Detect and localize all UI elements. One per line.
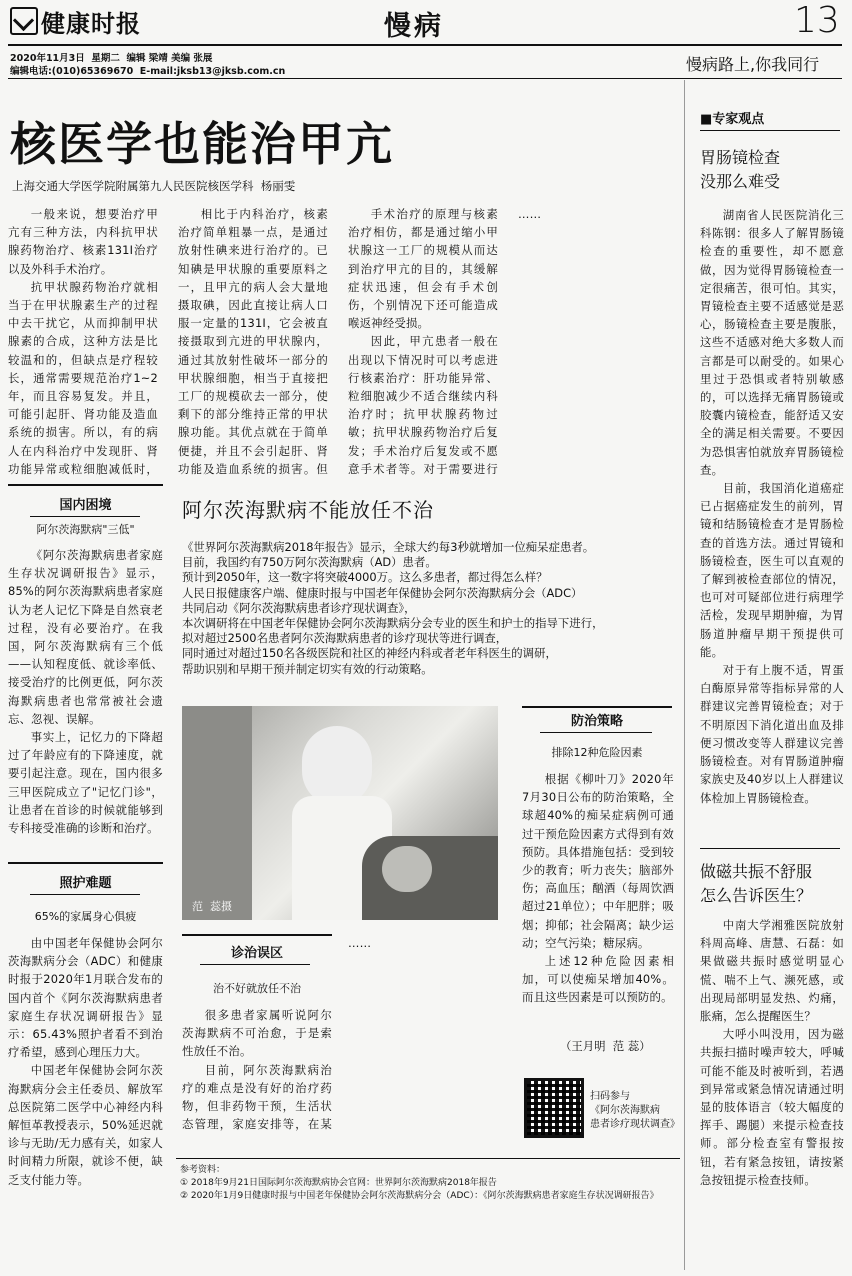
references: [180, 1164, 676, 1203]
qr-caption: [590, 1090, 680, 1132]
sidebar-heading-domestic: 国内困境: [59, 498, 112, 513]
intro-line: 拟对超过2500名患者阿尔茨海默病患者的诊疗现状等进行调查，: [182, 631, 508, 646]
masthead: [0, 0, 852, 80]
divider: [176, 1158, 680, 1159]
prevention-subheading: 排除12种危险因素: [551, 746, 643, 759]
expert-paragraph: 中南大学湘雅医院放射科周高峰、唐慧、石磊：如果做磁共振时感觉明显心慌、喘不上气、濒死感，或出现局部明显发热、灼痛，胀痛，怎么提醒医生？: [700, 918, 844, 1024]
expert-paragraph: 对于有上腹不适，胃蛋白酶原异常等指标异常的人群建议完善胃镜检查；对于不明原因下消化道出血及排便习惯改变等人群建议完善肠镜检查。对有胃肠道肿瘤家族史及40岁以上人群建议体检加上胃肠镜检查。: [700, 663, 844, 805]
qr-caption-line: 扫码参与: [590, 1091, 630, 1102]
sidebar-paragraph: 《阿尔茨海默病患者家庭生存状况调研报告》显示，85%的阿尔茨海默病患者家庭认为老人记忆下降是自然衰老过程，没有必要治疗。在我国，阿尔茨海默病有三个低——认知程度低、就诊率低、接受治疗的比例更低，阿尔茨海默病患者也常常被社会遗忘、忽视、误解。: [8, 548, 163, 726]
sidebar-paragraph: 事实上，记忆力的下降超过了年龄应有的下降速度，就要引起注意。现在，国内很多三甲医院成立了"记忆门诊"，让患者在首诊的时候就能够到专科接受准确的诊断和治疗。: [8, 730, 163, 836]
main-byline: 上海交通大学医学院附属第九人民医院核医学科 杨丽雯: [12, 179, 296, 193]
intro-line: 共同启动《阿尔茨海默病患者诊疗现状调查》，: [182, 600, 416, 615]
sidebar-text-domestic: [8, 546, 163, 858]
main-headline: 核医学也能治甲亢: [10, 117, 394, 171]
prevention-text: [522, 770, 674, 1026]
logo-emblem-icon: [10, 7, 38, 35]
qr-caption-line: 患者诊疗现状调查》: [590, 1119, 680, 1130]
left-sidebar-rule: [8, 484, 163, 486]
contact-line: 编辑电话:(010)65369670 E-mail:jksb13@jksb.com.cn: [10, 66, 286, 77]
misdiag-paragraph: 目前，阿尔茨海默病治疗的难点是没有好的治疗药物，但非药物干预，生活状态管理，家庭安排等，在某: [182, 1062, 332, 1132]
divider: [540, 732, 652, 733]
intro-line: 目前，我国约有750万阿尔茨海默病（AD）患者。: [182, 555, 437, 570]
main-paragraph: 抗甲状腺药物治疗就相当于在甲状腺素生产的过程中去干扰它，从而抑制甲状腺素的合成，这种方法是比较温和的，但缺点是疗程较长，通常需要规范治疗1~2年，而且容易复发。并且，可能引起肝、肾功能及造血系统的损害。所以，有的病人在内科治疗中发现肝、肾功能异常或粒细胞减低时，: [8, 279, 158, 476]
divider: [8, 862, 163, 864]
reference-item: ① 2018年9月21日国际阿尔茨海默病协会官网：世界阿尔茨海默病2018年报告: [180, 1178, 497, 1188]
prevention-paragraph: 根据《柳叶刀》2020年7月30日公布的防治策略，全球超40%的痴呆症病例可通过干预危险因素方式得到有效预防。具体措施包括：受到较少的教育；听力丧失；脑部外伤；高血压；酗酒（每周饮酒超过21单位）；中年肥胖；吸烟；抑郁；社会隔离；缺少运动；空气污染；糖尿病。: [522, 772, 674, 950]
prevention-credit: （王月明 范 蕊）: [560, 1039, 651, 1053]
intro-line: 预计到2050年，这一数字将突破4000万。这么多患者，都过得怎么样？: [182, 570, 548, 585]
qr-caption-line: 《阿尔茨海默病: [590, 1105, 660, 1116]
feature-headline: 阿尔茨海默病不能放任不治: [182, 498, 434, 522]
main-paragraph: ……: [518, 207, 542, 221]
main-paragraph: 因此，甲亢患者一般在出现以下情况时可以考虑进行核素治疗：肝功能异常、粒细胞减少不适合继续内科治疗时；抗甲状腺药物过敏；抗甲状腺药物治疗后复发；手术治疗后复发或不愿意手术者等。对于需要进行: [348, 334, 498, 476]
prevention-paragraph: 上述12种危险因素相加，可以使痴呆增加40%。而且这些因素是可以预防的。: [522, 954, 674, 1005]
feature-photo: [182, 706, 498, 920]
intro-line: 《世界阿尔茨海默病2018年报告》显示，全球大约每3秒就增加一位痴呆症患者。: [182, 540, 595, 554]
prevention-heading: 防治策略: [570, 714, 623, 729]
main-column-2: [178, 205, 328, 477]
feature-intro: [182, 540, 672, 677]
divider: [200, 964, 310, 965]
misdiag-heading: 诊治误区: [230, 946, 283, 961]
sidebar-paragraph: 由中国老年保健协会阿尔茨海默病分会（ADC）和健康时报于2020年1月联合发布的国内首个《阿尔茨海默病患者家庭生存状况调研报告》显示：65.43%照护者看不到治疗希望，感到心理压力大。: [8, 936, 163, 1060]
sidebar-heading-care: 照护难题: [59, 876, 112, 891]
divider: [700, 130, 840, 131]
intro-line: 人民日报健康客户端、健康时报与中国老年保健协会阿尔茨海默病分会（ADC）: [182, 585, 583, 600]
title-line: 做磁共振不舒服: [700, 862, 813, 881]
misdiag-subheading: 治不好就放任不治: [213, 982, 301, 995]
misdiag-paragraph: 很多患者家属听说阿尔茨海默病不可治愈，于是索性放任不治。: [182, 1008, 332, 1059]
newspaper-logo: [10, 6, 141, 36]
date-line: 2020年11月3日 星期二 编辑 梁靖 美编 张展: [10, 53, 213, 64]
divider: [30, 894, 140, 895]
sidebar-subheading-domestic: 阿尔茨海默病"三低": [36, 523, 135, 536]
main-paragraph: 相比于内科治疗，核素治疗简单粗暴一点，是通过放射性碘来进行治疗的。已知碘是甲状腺的重要原料之一，且甲亢的病人会大量地摄取碘，因此直接让病人口服一定量的131I，它会被直接摄取到亢进的甲状腺内，通过其放射性破坏一部分的甲状腺细胞，相当于直接把工厂的规模砍去一部分，使剩下的部分维持正常的甲状腺功能。其优点就在于简单便捷，并且不会引起肝、肾功能及造血系统的损害。但: [178, 207, 328, 476]
expert-tag: ■专家观点: [700, 112, 765, 127]
sidebar-text-care: [8, 934, 163, 1224]
main-column-4: [518, 205, 668, 477]
expert-paragraph: 湖南省人民医院消化三科陈钢：很多人了解胃肠镜检查的重要性，却不愿意做，因为觉得胃肠镜检查一定很痛苦，很可怕。其实，胃镜检查主要不适感觉是恶心，肠镜检查主要是腹胀，这些不适感对绝大多数人而言都是可以耐受的。如果心里过于恐惧或者特别敏感的，可以选择无痛胃肠镜或胶囊内镜检查，能舒适又安全的满足相关需要。不要因为恐惧害怕就放弃胃肠镜检查。: [700, 208, 844, 477]
masthead-rule: [8, 44, 842, 46]
right-column-border: [684, 80, 685, 1270]
intro-line: 帮助识别和早期干预并制定切实有效的行动策略。: [182, 661, 433, 676]
divider: [522, 706, 672, 708]
title-line: 没那么难受: [700, 172, 781, 191]
intro-line: 同时通过对超过150名各级医院和社区的神经内科或者老年科医生的调研，: [182, 646, 557, 661]
reference-item: ② 2020年1月9日健康时报与中国老年保健协会阿尔茨海默病分会（ADC）：《阿尔茨海默病患者家庭生存状况调研报告》: [180, 1191, 659, 1201]
logo-text: 健康时报: [41, 8, 141, 38]
expert-article-1-text: [700, 206, 844, 842]
expert-paragraph: 大呼小叫没用，因为磁共振扫描时噪声较大，呼喊可能不能及时被听到，若遇到异常或紧急情况请通过明显的肢体语言（较大幅度的挥手、踢腿）来提示检查技师。部分检查室有警报按钮，若有紧急按钮，请按紧急按钮提示检查技师。: [700, 1027, 844, 1187]
divider: [182, 934, 332, 936]
main-column-1: [8, 205, 158, 477]
photo-credit: 范 蕊摄: [192, 900, 232, 913]
misdiag-text-continued: [348, 934, 500, 1134]
expert-paragraph: 目前，我国消化道癌症已占据癌症发生的前列，胃镜和结肠镜检查才是胃肠检查的首选方法。通过胃镜和肠镜检查，医生可以直观的了解到被检查部位的情况，也可对可疑部位进行病理学活检，发现早期肿瘤，为胃肠道肿瘤早期干预提供可能。: [700, 481, 844, 659]
divider: [30, 516, 140, 517]
misdiag-text: [182, 1006, 332, 1136]
main-column-3: [348, 205, 498, 477]
page-number: 13: [794, 0, 840, 41]
title-line: 怎么告诉医生？: [700, 886, 813, 905]
qr-code[interactable]: [524, 1078, 584, 1138]
references-heading: 参考资料：: [180, 1165, 226, 1175]
misdiag-paragraph: ……: [348, 936, 372, 950]
section-name: 慢病: [384, 11, 444, 42]
expert-article-1-title: [700, 146, 780, 194]
main-paragraph: 一般来说，想要治疗甲亢有三种方法，内科抗甲状腺药物治疗、核素131I治疗以及外科手术治疗。: [8, 207, 158, 276]
title-line: 胃肠镜检查: [700, 148, 781, 167]
masthead-rule-bottom: [8, 78, 842, 79]
page-slogan: 慢病路上,你我同行: [686, 55, 820, 74]
intro-line: 本次调研将在中国老年保健协会阿尔茨海默病分会专业的医生和护士的指导下进行，: [182, 616, 604, 631]
expert-article-2-title: [700, 860, 812, 908]
sidebar-paragraph: 中国老年保健协会阿尔茨海默病分会主任委员、解放军总医院第二医学中心神经内科解恒革教授表示，50%延迟就诊与无助/无力感有关，如家人时间精力所限，就诊不便，缺乏支付能力等。: [8, 1063, 163, 1187]
main-paragraph: 手术治疗的原理与核素治疗相仿，都是通过缩小甲状腺这一工厂的规模从而达到治疗甲亢的目的，其缓解症状迅速，但会有手术创伤，个别情况下还可能造成喉返神经受损。: [348, 207, 498, 331]
divider: [700, 848, 840, 849]
sidebar-subheading-care: 65%的家属身心俱疲: [34, 910, 137, 923]
expert-article-2-text: [700, 916, 844, 1236]
